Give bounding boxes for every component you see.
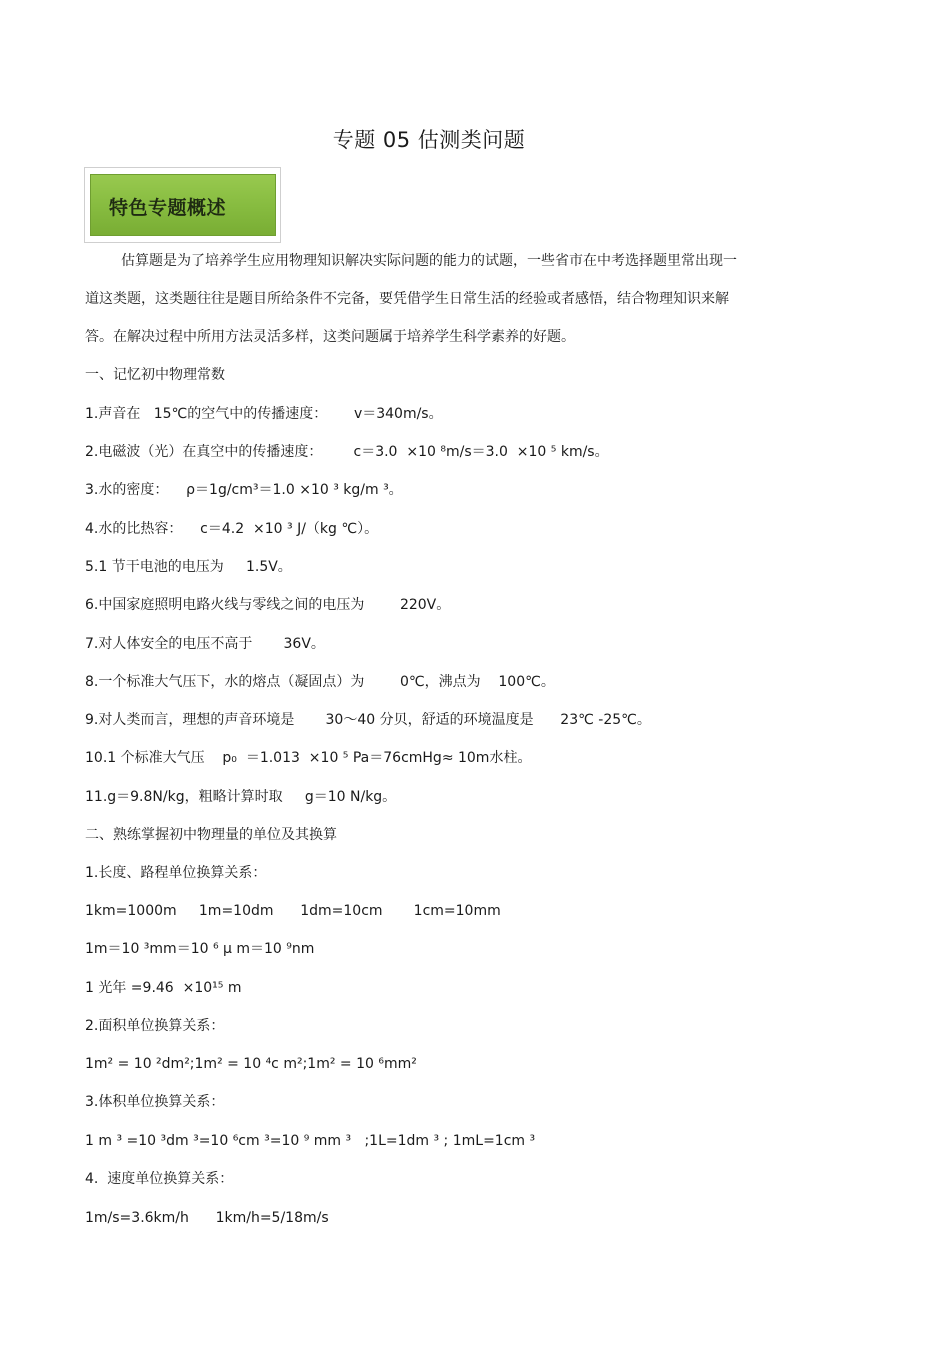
intro-line-2: 道这类题，这类题往往是题目所给条件不完备，要凭借学生日常生活的经验或者感悟，结合物理知识来解 (85, 291, 729, 307)
constant-item: 11.g＝9.8N/kg，粗略计算时取 g＝10 N/kg。 (85, 789, 397, 805)
unit-item: 1km=1000m 1m=10dm 1dm=10cm 1cm=10mm (85, 903, 501, 919)
constant-item: 8.一个标准大气压下，水的熔点（凝固点）为 0℃，沸点为 100℃。 (85, 674, 555, 690)
unit-item: 4. 速度单位换算关系： (85, 1171, 234, 1187)
constant-item: 10.1 个标准大气压 p₀ ＝1.013 ×10 ⁵ Pa＝76cmHg≈ 10m水柱。 (85, 750, 532, 766)
unit-item: 1.长度、路程单位换算关系： (85, 865, 267, 881)
unit-item: 2.面积单位换算关系： (85, 1018, 225, 1034)
constant-item: 4.水的比热容： c＝4.2 ×10 ³ J/（kg ℃）。 (85, 521, 379, 537)
constant-item: 5.1 节干电池的电压为 1.5V。 (85, 559, 292, 575)
section-banner-label: 特色专题概述 (109, 197, 227, 219)
intro-line-3: 答。在解决过程中所用方法灵活多样，这类问题属于培养学生科学素养的好题。 (85, 329, 575, 345)
section-heading-units: 二、熟练掌握初中物理量的单位及其换算 (85, 827, 337, 843)
constant-item: 3.水的密度： ρ＝1g/cm³＝1.0 ×10 ³ kg/m ³。 (85, 482, 403, 498)
intro-line-1: 估算题是为了培养学生应用物理知识解决实际问题的能力的试题，一些省市在中考选择题里常出现一 (121, 253, 737, 269)
section-heading-constants: 一、记忆初中物理常数 (85, 367, 225, 383)
unit-item: 1m² = 10 ²dm²;1m² = 10 ⁴c m²;1m² = 10 ⁶mm² (85, 1056, 417, 1072)
constant-item: 9.对人类而言，理想的声音环境是 30～40 分贝，舒适的环境温度是 23℃ -25℃。 (85, 712, 651, 728)
unit-item: 1 m ³ =10 ³dm ³=10 ⁶cm ³=10 ⁹ mm ³ ;1L=1dm ³ ; 1mL=1cm ³ (85, 1133, 536, 1149)
section-banner-frame (84, 167, 281, 243)
constant-item: 7.对人体安全的电压不高于 36V。 (85, 636, 325, 652)
constant-item: 6.中国家庭照明电路火线与零线之间的电压为 220V。 (85, 597, 451, 613)
page-title: 专题 05 估测类问题 (332, 128, 526, 152)
unit-item: 1m/s=3.6km/h 1km/h=5/18m/s (85, 1210, 329, 1226)
constant-item: 2.电磁波（光）在真空中的传播速度： c＝3.0 ×10 ⁸m/s＝3.0 ×10 ⁵ km/s。 (85, 444, 609, 460)
unit-item: 1m＝10 ³mm＝10 ⁶ μ m＝10 ⁹nm (85, 941, 315, 957)
section-banner (90, 174, 276, 236)
unit-item: 3.体积单位换算关系： (85, 1094, 225, 1110)
constant-item: 1.声音在 15℃的空气中的传播速度： v＝340m/s。 (85, 406, 443, 422)
unit-item: 1 光年 =9.46 ×10¹⁵ m (85, 980, 242, 996)
